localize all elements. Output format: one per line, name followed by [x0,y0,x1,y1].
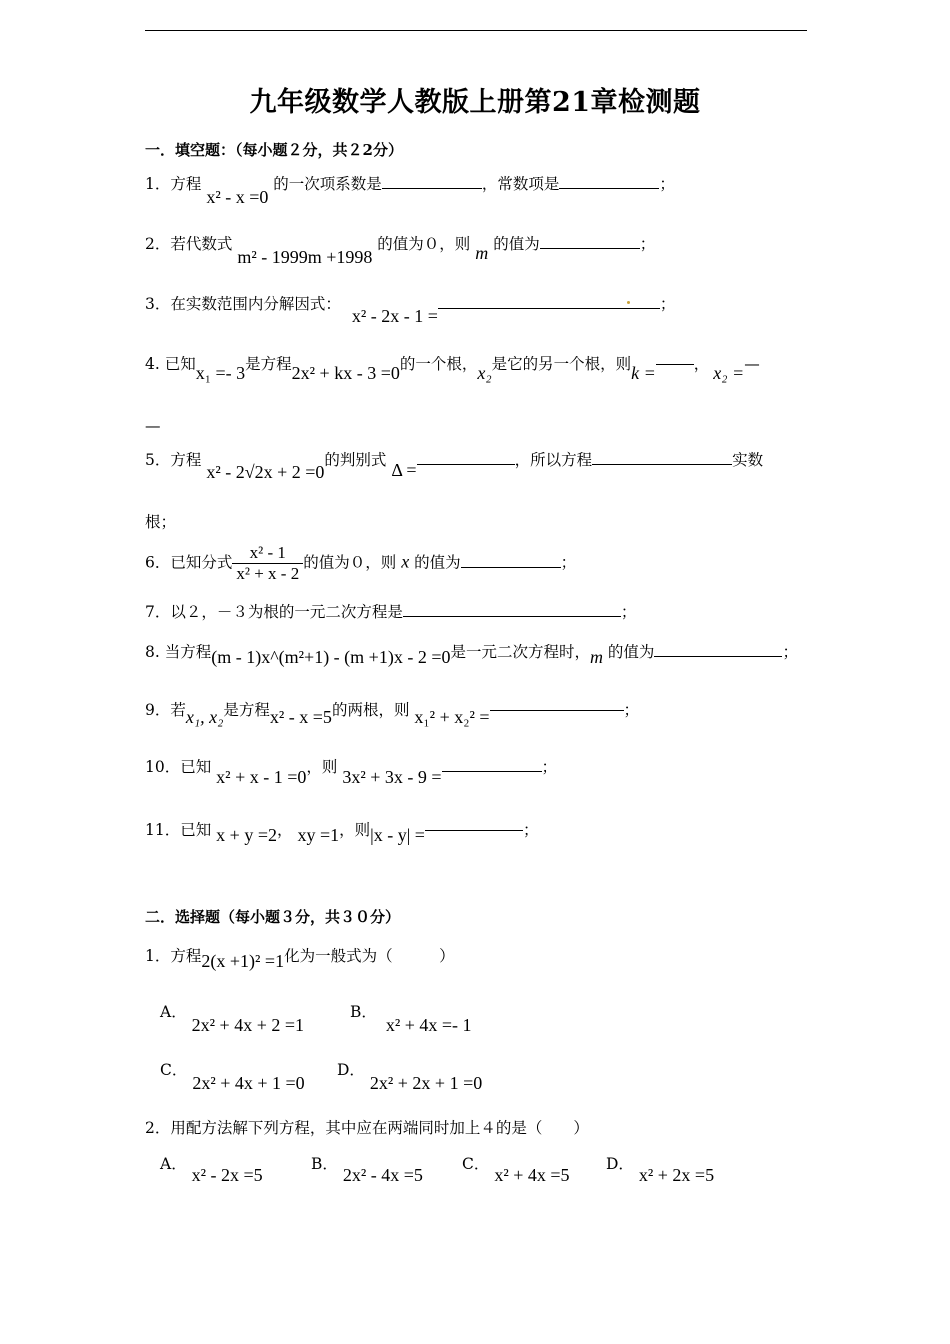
math-expression: x + y =2 [216,825,277,845]
choice-question-2: 2．用配方法解下列方程，其中应在两端同时加上４的是（ ） [145,1119,589,1137]
choice-option-b[interactable]: B． x² + 4x =- 1 [350,1003,472,1035]
choice-option-a[interactable]: A． 2x² + 4x + 2 =1 [160,1003,304,1035]
math-expression: x² + x - 1 =0 [216,767,307,787]
fraction [232,543,303,584]
math-expression: x₁² + x₂² = [414,707,490,727]
fill-question-6: 6．已知分式 $\frac{\text{x² - 1}}{\text{x² + x - 2}}$ 的值为０，则 x 的值为 ； [145,543,577,583]
fill-question-4-continued: — [145,417,161,435]
choice-option-d[interactable]: D． x² + 2x =5 [606,1155,715,1185]
math-expression: x² - 2√2x + 2 =0 [206,462,325,482]
option-expression: x² + 2x =5 [638,1165,715,1185]
math-expression: 2x² + kx - 3 =0 [291,363,400,383]
math-expression: 2(x +1)² =1 [201,951,285,971]
option-expression: 2x² + 4x + 2 =1 [191,1015,304,1035]
math-variable: x₂ [477,363,492,383]
answer-blank [403,602,621,617]
fill-question-5: 5．方程 x² - 2√2x + 2 =0的判别式 Δ = ，所以方程 实数 [145,451,764,482]
math-expression: Δ = [391,460,417,480]
option-expression: x² - 2x =5 [191,1165,263,1185]
section-1-heading: 一．填空题：（每小题２分，共２2分） [145,141,403,159]
option-expression: 2x² + 4x + 1 =0 [192,1073,305,1093]
option-expression: 2x² - 4x =5 [342,1165,423,1185]
page-title: 九年级数学人教版上册第21章检测题 [249,87,701,118]
fill-question-5-continued: 根； [145,513,177,531]
fraction-numerator: x² - 1 [232,543,303,564]
choice-option-b[interactable]: B． 2x² - 4x =5 [311,1155,423,1185]
math-expression: x² - 2x - 1 = [351,306,438,326]
stray-mark [627,301,630,304]
answer-blank [382,174,482,189]
answer-blank [442,757,542,772]
answer-blank [654,642,782,657]
fill-question-10: 10．已知 x² + x - 1 =0，则 3x² + 3x - 9 = ； [145,758,558,787]
choice-option-d[interactable]: D． 2x² + 2x + 1 =0 [337,1061,483,1093]
answer-blank [490,710,624,711]
math-expression: 3x² + 3x - 9 = [342,767,442,787]
math-expression: x₁, x₂ [185,707,224,727]
fill-question-11: 11．已知 x + y =2， xy =1，则|x - y| = ； [145,821,539,845]
choice-option-a[interactable]: A． x² - 2x =5 [160,1155,263,1185]
answer-blank [425,830,523,831]
fill-question-7: 7．以２，－３为根的一元二次方程是 ； [145,603,637,621]
math-expression: |x - y| = [370,825,425,845]
answer-blank [656,364,694,365]
math-expression: k = [631,363,656,383]
math-expression: (m - 1)x^(m²+1) - (m +1)x - 2 =0 [211,647,451,667]
fraction-denominator: x² + x - 2 [236,564,300,583]
choice-option-c[interactable]: C． x² + 4x =5 [462,1155,570,1185]
answer-blank [559,174,659,189]
math-expression: x² - x =5 [269,707,332,727]
fill-question-9: 9．若x₁, x₂是方程x² - x =5的两根，则 x₁² + x₂² = ； [145,701,640,727]
answer-blank [417,450,515,465]
fill-question-8: 8. 当方程(m - 1)x^(m²+1) - (m +1)x - 2 =0是一元二次方程时，m 的值为 ； [145,643,798,667]
answer-blank [592,450,732,465]
answer-blank [540,234,640,249]
math-expression: xy =1 [297,825,340,845]
fill-question-2: 2．若代数式 m² - 1999m +1998 的值为０，则 m 的值为 ； [145,235,656,267]
math-expression: x² - x =0 [206,187,269,207]
option-expression: 2x² + 2x + 1 =0 [369,1073,483,1093]
choice-question-1: 1．方程2(x +1)² =1化为一般式为（ ） [145,947,455,971]
fill-question-4: 4. 已知x₁ =- 3是方程2x² + kx - 3 =0的一个根，x₂是它的另一个根，则k = ， x₂ =— [145,355,760,383]
math-expression: x₁ =- 3 [195,363,246,383]
answer-blank [461,553,561,568]
math-variable: x [401,551,410,572]
choice-option-c[interactable]: C． 2x² + 4x + 1 =0 [160,1061,305,1093]
math-variable: m [475,243,489,263]
option-expression: x² + 4x =- 1 [385,1015,472,1035]
header-rule [145,30,807,31]
math-expression: m² - 1999m +1998 [237,247,373,267]
section-2-heading: 二．选择题（每小题３分，共３０分） [145,908,401,926]
fill-question-3: 3．在实数范围内分解因式： x² - 2x - 1 =； [145,295,676,326]
fill-question-1: 1．方程 x² - x =0 的一次项系数是 ，常数项是 ； [145,175,675,207]
option-expression: x² + 4x =5 [494,1165,570,1185]
math-expression: x₂ = [713,363,745,383]
math-variable: m [589,647,603,667]
